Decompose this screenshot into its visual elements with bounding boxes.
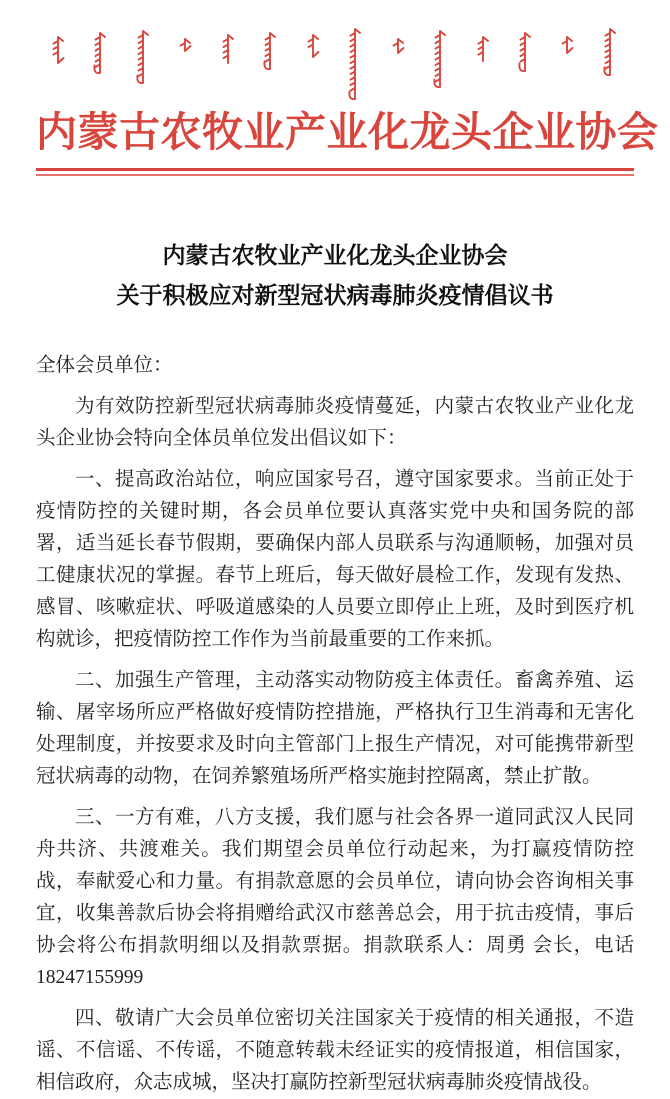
body-paragraph: 为有效防控新型冠状病毒肺炎疫情蔓延，内蒙古农牧业产业化龙头企业协会特向全体员单位发出倡议如下：	[36, 396, 634, 450]
mongolian-script-word	[305, 32, 323, 62]
body-paragraph: 二、加强生产管理，主动落实动物防疫主体责任。畜禽养殖、运输、屠宰场所应严格做好疫情防控措施，严格执行卫生消毒和无害化处理制度，并按要求及时向主管部门上报生产情况，对可能携带新型冠状病毒的动物，在饲养繁殖场所严格实施封控隔离，禁止扩散。	[36, 670, 634, 788]
letter-body	[36, 350, 634, 1099]
letterhead	[36, 24, 659, 176]
mongolian-script-word	[475, 34, 493, 66]
mongolian-script-word	[559, 34, 577, 58]
mongolian-script-word	[92, 30, 110, 78]
mongolian-script-word	[432, 28, 450, 92]
mongolian-script-row	[36, 24, 634, 104]
letterhead-rule-thin	[36, 174, 634, 176]
mongolian-script-word	[135, 28, 153, 88]
mongolian-script-word	[347, 26, 365, 104]
doc-title	[36, 236, 634, 316]
mongolian-script-word	[602, 26, 620, 80]
mongolian-script-word	[220, 32, 238, 68]
org-name-red: 内蒙古农牧业产业化龙头企业协会	[36, 109, 659, 155]
mongolian-script-word	[390, 36, 408, 58]
body-paragraph: 一、提高政治站位，响应国家号召，遵守国家要求。当前正处于疫情防控的关键时期，各会员单位要认真落实党中央和国务院的部署，适当延长春节假期，要确保内部人员联系与沟通顺畅，加强对员工健康状况的掌握。春节上班后，每天做好晨检工作，发现有发热、感冒、咳嗽症状、呼吸道感染的人员要立即停止上班，及时到医疗机构就诊，把疫情防控工作作为当前最重要的工作来抓。	[36, 469, 634, 651]
salutation: 全体会员单位：	[36, 355, 173, 377]
body-paragraph: 三、一方有难，八方支援，我们愿与社会各界一道同武汉人民同舟共济、共渡难关。我们期望会员单位行动起来，为打赢疫情防控战，奉献爱心和力量。有捐款意愿的会员单位，请向协会咨询相关事宜，收集善款后协会将捐赠给武汉市慈善总会，用于抗击疫情，事后协会将公布捐款明细以及捐款票据。捐款联系人：周勇 会长，电话 18247155999	[36, 807, 634, 989]
mongolian-script-word	[517, 30, 535, 76]
doc-title-line2: 关于积极应对新型冠状病毒肺炎疫情倡议书	[116, 283, 554, 309]
letterhead-rule-thick	[36, 168, 634, 171]
letterhead-rule	[36, 168, 634, 176]
body-paragraph: 四、敬请广大会员单位密切关注国家关于疫情的相关通报，不造谣、不信谣、不传谣，不随意转载未经证实的疫情报道，相信国家，相信政府，众志成城，坚决打赢防控新型冠状病毒肺炎疫情战役。	[36, 1008, 634, 1094]
mongolian-script-word	[177, 36, 195, 56]
doc-title-line1: 内蒙古农牧业产业化龙头企业协会	[162, 243, 508, 269]
mongolian-script-word	[50, 34, 68, 68]
mongolian-script-word	[262, 30, 280, 74]
